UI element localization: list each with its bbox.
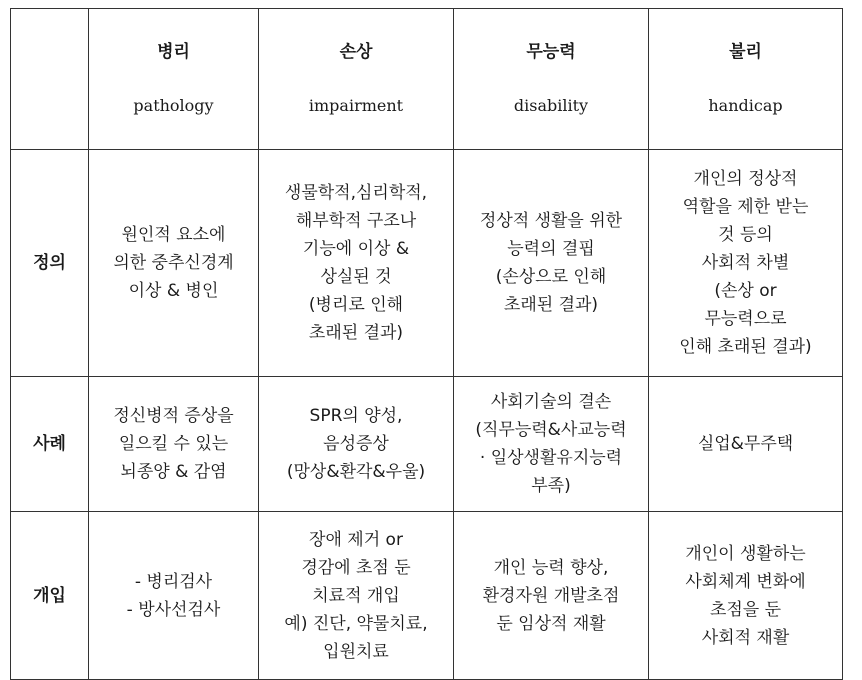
table-cell: 사회기술의 결손 (직무능력&사교능력 · 일상생활유지능력 부족) [454,377,649,512]
row-header: 사례 [11,377,89,512]
row-header: 정의 [11,150,89,377]
table-cell: SPR의 양성, 음성증상 (망상&환각&우울) [259,377,454,512]
header-row [11,9,843,150]
column-title-en: pathology [133,96,214,115]
table-row-example [11,377,843,512]
column-title-ko: 손상 [339,42,373,62]
column-header-impairment [259,9,454,150]
column-title-ko: 불리 [729,42,762,62]
table-cell: - 병리검사 - 방사선검사 [89,512,259,680]
column-header-handicap [649,9,843,150]
table-row-intervention [11,512,843,680]
column-header-pathology [89,9,259,150]
column-header-disability [454,9,649,150]
comparison-table [10,8,843,680]
table-cell: 개인의 정상적 역할을 제한 받는 것 등의 사회적 차별 (손상 or 무능력으로 인해 초래된 결과) [649,150,843,377]
table-cell: 생물학적,심리학적, 해부학적 구조나 기능에 이상 & 상실된 것 (병리로 인해 초래된 결과) [259,150,454,377]
table-cell: 실업&무주택 [649,377,843,512]
table-row-definition [11,150,843,377]
row-header: 개입 [11,512,89,680]
column-title-ko: 무능력 [526,42,576,62]
table-cell: 장애 제거 or 경감에 초점 둔 치료적 개입 예) 진단, 약물치료, 입원치료 [259,512,454,680]
column-title-en: impairment [308,96,404,115]
table-cell: 개인이 생활하는 사회체계 변화에 초점을 둔 사회적 재활 [649,512,843,680]
table-cell: 개인 능력 향상, 환경자원 개발초점 둔 임상적 재활 [454,512,649,680]
column-title-ko: 병리 [157,42,190,62]
table-cell: 정상적 생활을 위한 능력의 결핍 (손상으로 인해 초래된 결과) [454,150,649,377]
table-cell: 정신병적 증상을 일으킬 수 있는 뇌종양 & 감염 [89,377,259,512]
table-cell: 원인적 요소에 의한 중추신경계 이상 & 병인 [89,150,259,377]
column-title-en: disability [513,96,589,115]
corner-cell [11,9,89,150]
column-title-en: handicap [708,96,783,115]
